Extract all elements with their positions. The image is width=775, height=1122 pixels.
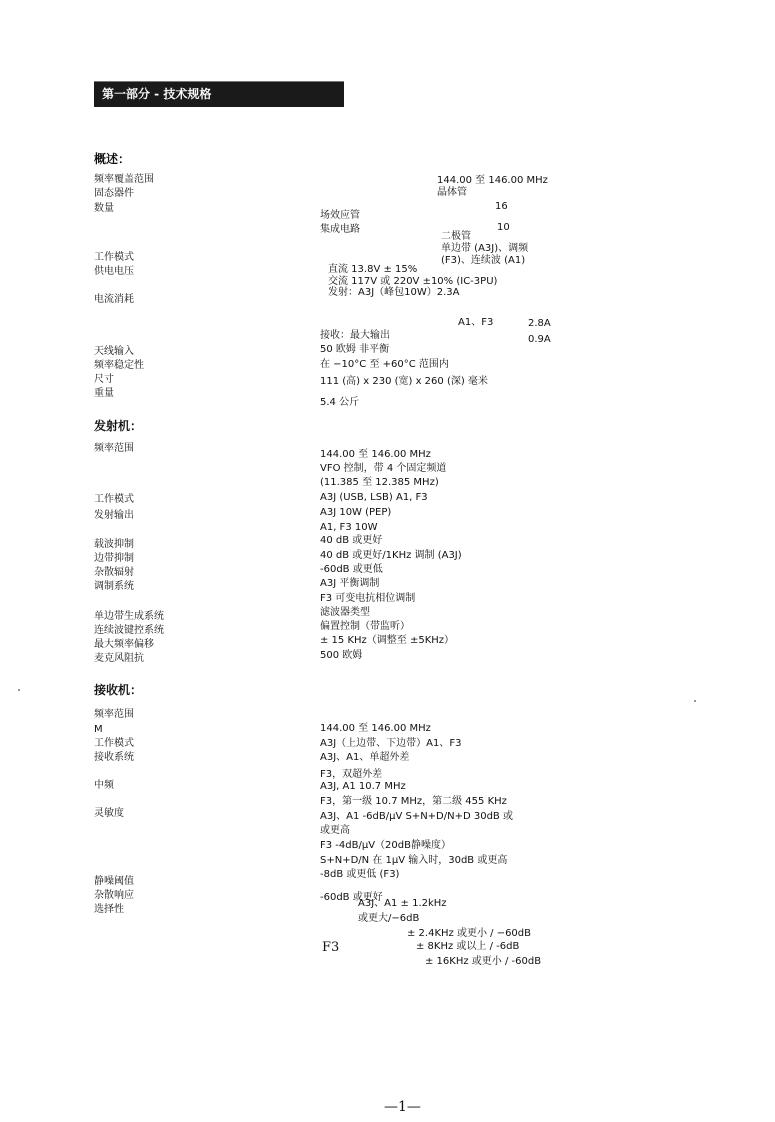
tx-value-sideband: 40 dB 或更好/1KHz 调制 (A3J) [320,550,462,561]
rx-value-sensitivity-3: F3 -4dB/μV（20dB静噪度） [320,840,451,851]
tx-label-deviation: 最大频率偏移 [94,639,154,650]
rx-label-freq: 频率范围 [94,709,134,720]
tx-value-vfo-1: VFO 控制，带 4 个固定频道 [320,463,447,474]
rx-value-freq: 144.00 至 146.00 MHz [320,723,431,734]
value-mode-2: (F3)、连续波 (A1) [441,255,526,266]
rx-value-spurious: -60dB 或更好 [320,892,383,903]
tx-label-spurious: 杂散辐射 [94,567,134,578]
value-current-a1f3: 2.8A [528,318,551,329]
rx-value-system-2: F3，双超外差 [320,769,383,780]
rx-value-selectivity-5: ± 16KHz 或更小 / -60dB [425,956,542,967]
value-size: 111 (高) x 230 (宽) x 260 (深) 毫米 [320,376,488,387]
tx-value-modulation-1: A3J 平衡调制 [320,578,380,589]
label-stability: 频率稳定性 [94,360,144,371]
tx-label-ssb: 单边带生成系统 [94,611,164,622]
tx-label-sideband: 边带抑制 [94,553,134,564]
tx-label-freq: 频率范围 [94,443,134,454]
rx-value-if-1: A3J, A1 10.7 MHz [320,781,406,792]
label-supply: 供电电压 [94,266,134,277]
value-mode-1: 单边带 (A3J)、调频 [441,243,529,254]
value-freq-coverage: 144.00 至 146.00 MHz [437,175,548,186]
speck-mark [694,700,696,702]
rx-value-selectivity-3: ± 2.4KHz 或更小 / −60dB [407,928,532,939]
rx-label-sensitivity: 灵敏度 [94,808,124,819]
rx-value-selectivity-2: 或更大/−6dB [358,913,420,924]
rx-value-sensitivity-1: A3J、A1 -6dB/μV S+N+D/N+D 30dB 或 [320,811,513,822]
rx-value-if-2: F3，第一级 10.7 MHz，第二级 455 KHz [320,796,507,807]
general-heading: 概述： [94,152,131,166]
label-weight: 重量 [94,388,114,399]
tx-label-mic: 麦克风阻抗 [94,653,144,664]
tx-value-cw: 偏置控制（带监听） [320,621,410,632]
label-count: 数量 [94,203,114,214]
rx-value-squelch: -8dB 或更低 (F3) [320,869,400,880]
tx-label-modulation: 调制系统 [94,581,134,592]
tx-value-freq: 144.00 至 146.00 MHz [320,449,431,460]
label-antenna: 天线输入 [94,346,134,357]
rx-value-selectivity-1: A3J、A1 ± 1.2kHz [358,898,447,909]
value-diode: 二极管 [441,231,471,242]
value-transistor: 晶体管 [437,187,467,198]
value-weight: 5.4 公斤 [320,397,360,408]
tx-value-output-1: A3J 10W (PEP) [320,507,392,518]
section-title: 第一部分 - 技术规格 [102,87,212,101]
value-antenna: 50 欧姆 非平衡 [320,344,390,355]
tx-value-carrier: 40 dB 或更好 [320,535,383,546]
rx-value-sensitivity-2: 或更高 [320,825,350,836]
value-ic: 集成电路 [320,224,360,235]
rx-value-system-1: A3J、A1、单超外差 [320,752,410,763]
tx-value-deviation: ± 15 KHz（调整至 ±5KHz） [320,635,455,646]
tx-value-mic: 500 欧姆 [320,650,363,661]
tx-label-mode: 工作模式 [94,494,134,505]
page-number: —1— [384,1099,421,1115]
tx-value-modulation-2: F3 可变电抗相位调制 [320,593,416,604]
transmitter-heading: 发射机： [94,419,143,433]
value-fet: 场效应管 [320,210,360,221]
tx-value-spurious: -60dB 或更低 [320,564,383,575]
rx-label-m: M [94,724,103,735]
tx-value-output-2: A1, F3 10W [320,522,378,533]
tx-value-vfo-2: (11.385 至 12.385 MHz) [320,477,439,488]
value-ic-count: 10 [497,222,510,233]
value-current-rx-amp: 0.9A [528,334,551,345]
rx-value-mode: A3J（上边带、下边带）A1、F3 [320,738,462,749]
rx-value-selectivity-4: ± 8KHz 或以上 / -6dB [416,941,520,952]
value-stability: 在 −10°C 至 +60°C 范围内 [320,359,449,370]
label-current: 电流消耗 [94,294,134,305]
rx-value-f3-label: F3 [322,940,340,955]
tx-value-mode: A3J (USB, LSB) A1, F3 [320,492,428,503]
receiver-heading: 接收机： [94,683,143,697]
value-transistor-count: 16 [495,201,508,212]
rx-label-squelch: 静噪阈值 [94,876,134,887]
rx-label-mode: 工作模式 [94,738,134,749]
label-size: 尺寸 [94,374,114,385]
speck-mark [18,689,20,691]
tx-value-ssb: 滤波器类型 [320,607,370,618]
label-freq-coverage: 频率覆盖范围 [94,174,154,185]
section-title-bar [94,81,344,107]
rx-label-selectivity: 选择性 [94,904,124,915]
value-current-a1f3-label: A1、F3 [458,317,494,328]
rx-value-sensitivity-4: S+N+D/N 在 1μV 输入时，30dB 或更高 [320,855,508,866]
value-current-rx: 接收：最大输出 [320,330,390,341]
value-supply-dc: 直流 13.8V ± 15% [328,264,418,275]
label-mode: 工作模式 [94,252,134,263]
rx-label-system: 接收系统 [94,752,134,763]
value-current-tx: 发射：A3J（峰包10W）2.3A [328,287,460,298]
label-solid-state: 固态器件 [94,188,134,199]
tx-label-output: 发射输出 [94,510,134,521]
value-supply-ac: 交流 117V 或 220V ±10% (IC-3PU) [328,276,498,287]
rx-label-spurious: 杂散响应 [94,890,134,901]
tx-label-cw: 连续波键控系统 [94,625,164,636]
tx-label-carrier: 载波抑制 [94,539,134,550]
rx-label-if: 中频 [94,780,114,791]
